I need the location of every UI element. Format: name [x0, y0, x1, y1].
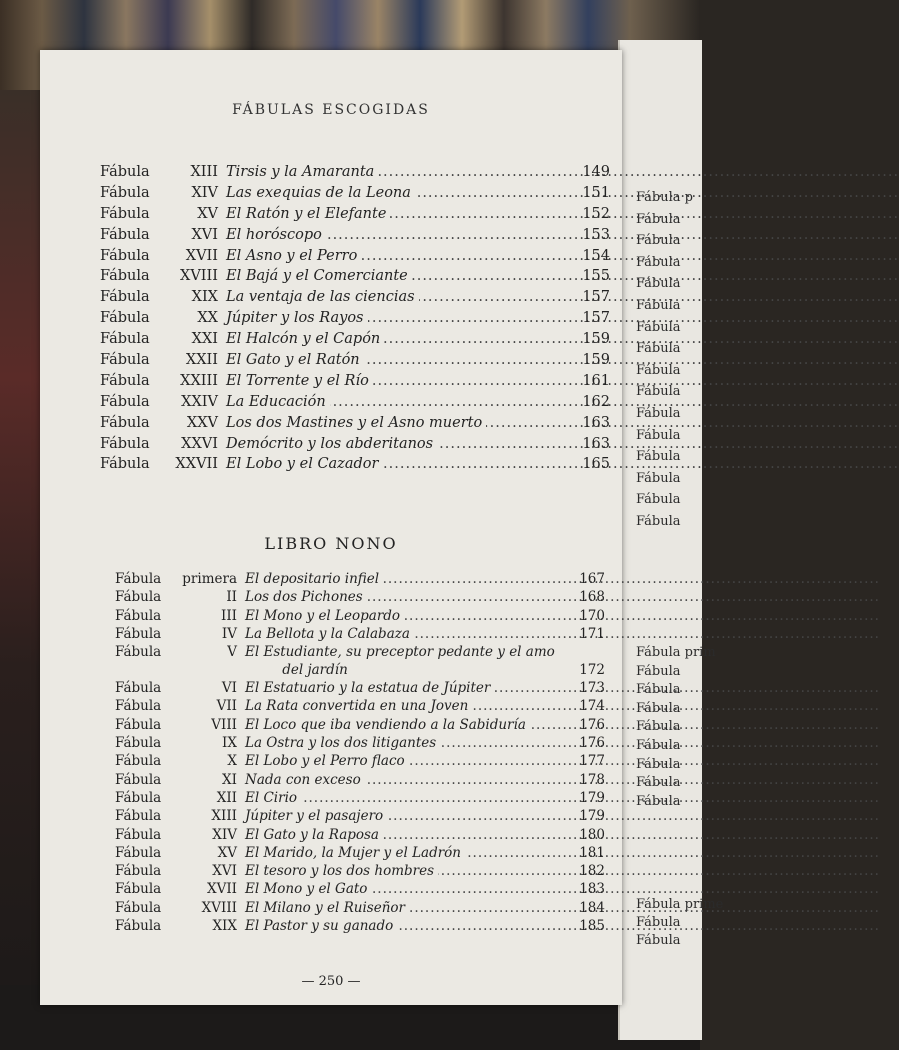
entry-number: IV [221, 625, 237, 642]
entry-label: Fábula [100, 435, 150, 452]
entry-number: XIX [212, 918, 237, 935]
entry-title-line [245, 752, 565, 770]
toc-entry [100, 371, 610, 392]
entry-title: El Marido, la Mujer y el Ladrón [245, 845, 465, 861]
entry-number: V [227, 644, 237, 661]
entry-title-line [245, 917, 565, 935]
entry-title: La ventaja de las ciencias [226, 289, 419, 305]
entry-number: XVI [212, 863, 237, 880]
entry-label: Fábula [100, 414, 150, 431]
toc-entry [100, 350, 610, 371]
entry-page: 171 [579, 625, 605, 642]
entry-number: XIX [191, 289, 218, 306]
entry-title: La Educación [226, 394, 330, 410]
entry-title: Los dos Pichones [245, 589, 367, 605]
entry-title: El Cirio [245, 790, 301, 806]
toc-entry [115, 917, 605, 935]
entry-title: La Bellota y la Calabaza [245, 626, 414, 642]
entry-title: Tirsis y la Amaranta [226, 164, 378, 180]
facing-page-text: Fábula [636, 756, 681, 772]
entry-page: 159 [582, 331, 610, 348]
entry-page: 157 [582, 310, 610, 327]
entry-title-line [245, 734, 565, 752]
entry-title: Nada con exceso [245, 772, 365, 788]
entry-title-line [226, 350, 570, 370]
entry-page: 155 [582, 268, 610, 285]
entry-title: El Gato y el Ratón [226, 352, 364, 368]
entry-number: XX [197, 310, 218, 327]
entry-label: Fábula [115, 918, 162, 935]
entry-page: 153 [582, 226, 610, 243]
entry-title: Júpiter y el pasajero [245, 808, 387, 824]
toc-entry [100, 413, 610, 434]
entry-page: 184 [579, 899, 605, 916]
entry-number: VIII [211, 716, 237, 733]
entry-number: primera [182, 571, 237, 587]
entry-title: El Mono y el Leopardo [245, 608, 404, 624]
entry-number: XIV [212, 826, 237, 843]
entry-label: Fábula [100, 247, 150, 264]
entry-label: Fábula [115, 863, 162, 880]
facing-page-text: Fábula [636, 449, 681, 465]
entry-number: IX [222, 735, 237, 752]
entry-title-line [226, 204, 570, 224]
facing-page-text: Fábula [636, 915, 681, 930]
toc-entry [100, 287, 610, 308]
toc-entry [115, 625, 605, 643]
toc-entry [100, 308, 610, 329]
entry-number: XIII [190, 164, 218, 180]
entry-title: El horóscopo [226, 227, 326, 243]
entry-number: XXVII [175, 456, 218, 473]
toc-entry [115, 789, 605, 807]
entry-title-line [226, 329, 570, 349]
entry-title-line [245, 789, 565, 807]
entry-title-line [226, 413, 570, 433]
entry-page: 172 [579, 662, 605, 679]
facing-page-text: Fábula [636, 719, 681, 735]
entry-number: XXIV [181, 393, 218, 410]
entry-number: XVIII [201, 899, 237, 916]
book-page [40, 50, 622, 1005]
page-number: — 250 — [301, 974, 361, 989]
entry-label: Fábula [115, 826, 162, 843]
entry-page: 149 [582, 164, 610, 180]
entry-title-line [245, 570, 565, 588]
entry-title-line [226, 162, 570, 182]
facing-page-text: Fábula [636, 406, 681, 421]
entry-title: Las exequias de la Leona [226, 185, 415, 201]
toc-entry [115, 588, 605, 606]
entry-label: Fábula [115, 753, 162, 770]
entry-number: VII [216, 698, 237, 715]
entry-title-line [226, 225, 570, 245]
entry-number: III [221, 607, 237, 624]
entry-label: Fábula [100, 268, 150, 285]
entry-page: 168 [579, 589, 605, 606]
entry-page: 179 [579, 789, 605, 806]
entry-page: 159 [582, 352, 610, 369]
toc-entry [100, 392, 610, 413]
toc-entry [115, 570, 605, 588]
facing-page-text: Fábula [636, 663, 681, 679]
entry-title-line [226, 183, 570, 203]
toc-entry [115, 862, 605, 880]
toc-entry [115, 752, 605, 770]
entry-page: 162 [582, 393, 610, 410]
entry-page: 154 [582, 247, 610, 264]
entry-label: Fábula [115, 589, 162, 606]
entry-title: El depositario infiel [245, 571, 383, 587]
facing-page-text: Fábula [636, 233, 681, 249]
toc-entry [115, 697, 605, 715]
entry-label: Fábula [115, 571, 162, 587]
entry-label: Fábula [115, 716, 162, 733]
entry-page: 161 [582, 372, 610, 389]
entry-label: Fábula [100, 331, 150, 348]
entry-page: 163 [582, 414, 610, 431]
entry-title: El Mono y el Gato [245, 881, 371, 897]
facing-page-text: Fábula [636, 775, 681, 791]
entry-title: El Halcón y el Capón [226, 331, 384, 347]
entry-label: Fábula [100, 289, 150, 306]
facing-page-text: Fábula [636, 738, 681, 753]
facing-page-text: Fábula [636, 362, 681, 378]
entry-number: XXV [186, 414, 218, 431]
entry-number: XVI [191, 226, 218, 243]
entry-title: El Torrente y el Río [226, 373, 373, 389]
entry-title: El Lobo y el Cazador [226, 456, 382, 472]
entry-label: Fábula [115, 808, 162, 825]
toc-entry [100, 329, 610, 350]
entry-page: 178 [579, 771, 605, 788]
contents-list-bottom [115, 570, 605, 935]
entry-title-line [245, 844, 565, 862]
entry-title: El Pastor y su ganado [245, 918, 397, 934]
entry-number: XVIII [180, 268, 218, 285]
entry-number: XVII [206, 881, 237, 898]
entry-title-line [245, 716, 565, 734]
toc-entry [115, 844, 605, 862]
entry-title-line [245, 880, 565, 898]
facing-page-text: Fábula prime [636, 897, 724, 912]
entry-title: La Rata convertida en una Joven [245, 698, 472, 714]
entry-page: 176 [579, 716, 605, 733]
entry-title-line [245, 899, 565, 917]
section-title: LIBRO NONO [264, 534, 398, 553]
entry-number: XI [222, 771, 237, 788]
entry-page: 177 [579, 753, 605, 770]
entry-page: 180 [579, 826, 605, 843]
entry-title-line [245, 679, 565, 697]
facing-page-text: Fábula [636, 211, 681, 227]
entry-title-line [245, 697, 565, 715]
entry-number: X [227, 753, 237, 770]
facing-page-text: Fábula [636, 384, 681, 400]
toc-entry [100, 434, 610, 455]
entry-label: Fábula [100, 310, 150, 327]
entry-title: Júpiter y los Rayos [226, 310, 368, 326]
toc-entry [100, 162, 610, 183]
entry-page: 182 [579, 863, 605, 880]
entry-title-line [245, 771, 565, 789]
facing-page-text: Fábula [636, 933, 681, 948]
entry-number: XV [217, 844, 237, 861]
entry-page: 185 [579, 918, 605, 935]
entry-label: Fábula [100, 164, 150, 180]
entry-title-line [226, 371, 570, 391]
entry-page: 176 [579, 735, 605, 752]
entry-title-line [226, 454, 570, 474]
entry-page: 181 [579, 844, 605, 861]
facing-page-text: Fábula [636, 700, 681, 716]
entry-number: XXII [185, 352, 218, 369]
entry-label: Fábula [115, 625, 162, 642]
entry-title-line [245, 862, 565, 880]
entry-label: Fábula [115, 881, 162, 898]
toc-entry [115, 716, 605, 734]
entry-title-line [245, 607, 565, 625]
entry-title: El Lobo y el Perro flaco [245, 753, 409, 769]
entry-label: Fábula [115, 735, 162, 752]
facing-page-text: Fábula [636, 682, 681, 698]
entry-title: El Ratón y el Elefante [226, 206, 390, 222]
entry-title-line [226, 392, 570, 412]
entry-title-line [245, 643, 565, 679]
facing-page-text: Fábula [636, 298, 681, 313]
entry-page: 151 [582, 184, 610, 201]
toc-entry [115, 880, 605, 898]
entry-title-line [245, 625, 565, 643]
entry-label: Fábula [115, 771, 162, 788]
facing-page-text: Fábula [636, 492, 681, 508]
facing-page-text: Fábula [636, 254, 681, 270]
facing-page-text: Fábula p [636, 190, 693, 205]
toc-entry [115, 679, 605, 697]
toc-entry [100, 225, 610, 246]
entry-label: Fábula [100, 393, 150, 410]
entry-page: 165 [582, 456, 610, 473]
entry-page: 167 [579, 571, 605, 587]
entry-number: XV [197, 205, 218, 222]
toc-entry [100, 183, 610, 204]
toc-entry [115, 607, 605, 625]
entry-label: Fábula [115, 644, 162, 661]
entry-page: 174 [579, 698, 605, 715]
entry-title-line [226, 308, 570, 328]
toc-entry [100, 246, 610, 267]
facing-page-text: Fábula [636, 341, 681, 357]
entry-number: XIII [211, 808, 237, 825]
entry-number: XXVI [181, 435, 218, 452]
entry-label: Fábula [100, 226, 150, 243]
entry-number: XXIII [180, 372, 218, 389]
toc-entry [115, 771, 605, 789]
entry-title: El Estudiante, su preceptor pedante y el amo [245, 644, 559, 660]
entry-label: Fábula [115, 844, 162, 861]
facing-page-text: Fábula [636, 427, 681, 443]
entry-label: Fábula [100, 352, 150, 369]
toc-entry [115, 807, 605, 825]
toc-entry [100, 204, 610, 225]
entry-title-line [226, 434, 570, 454]
entry-label: Fábula [115, 899, 162, 916]
facing-page-text: Fábula prim [636, 645, 716, 660]
entry-label: Fábula [115, 698, 162, 715]
entry-number: XIV [191, 184, 218, 201]
facing-page-text: Fábula [636, 514, 681, 529]
entry-label: Fábula [100, 205, 150, 222]
entry-number: VI [221, 680, 237, 697]
entry-title: La Ostra y los dos litigantes [245, 735, 440, 751]
entry-label: Fábula [115, 680, 162, 697]
entry-number: XVII [185, 247, 218, 264]
entry-page: 183 [579, 881, 605, 898]
entry-title: El Gato y la Raposa [245, 827, 383, 843]
entry-page: 170 [579, 607, 605, 624]
entry-title-continued: del jardín [282, 662, 348, 679]
facing-page-text: Fábula [636, 276, 681, 292]
entry-page: 179 [579, 808, 605, 825]
entry-title-line [226, 287, 570, 307]
entry-title: El Loco que iba vendiendo a la Sabiduría [245, 717, 530, 733]
entry-title: El Estatuario y la estatua de Júpiter [245, 680, 494, 696]
entry-title-line [226, 246, 570, 266]
entry-page: 157 [582, 289, 610, 306]
running-head: FÁBULAS ESCOGIDAS [232, 102, 430, 118]
entry-label: Fábula [100, 456, 150, 473]
entry-page: 152 [582, 205, 610, 222]
entry-label: Fábula [100, 372, 150, 389]
entry-title-line [226, 266, 570, 286]
entry-title-line [245, 588, 565, 606]
toc-entry [115, 734, 605, 752]
toc-entry [115, 899, 605, 917]
entry-title-line [245, 807, 565, 825]
entry-title: El tesoro y los dos hombres [245, 863, 438, 879]
facing-page-text: Fábula [636, 319, 681, 335]
entry-number: XXI [191, 331, 218, 348]
entry-number: II [226, 589, 237, 606]
facing-page-text: Fábula [636, 793, 681, 809]
entry-number: XII [216, 789, 237, 806]
toc-entry [115, 643, 605, 679]
entry-title: Los dos Mastines y el Asno muerto [226, 415, 486, 431]
contents-list-top [100, 162, 610, 475]
entry-label: Fábula [100, 184, 150, 201]
entry-label: Fábula [115, 789, 162, 806]
entry-title: El Milano y el Ruiseñor [245, 900, 409, 916]
entry-label: Fábula [115, 607, 162, 624]
facing-page-text: Fábula [636, 470, 681, 486]
entry-title: El Bajá y el Comerciante [226, 268, 412, 284]
entry-page: 163 [582, 435, 610, 452]
toc-entry [100, 454, 610, 475]
entry-title: El Asno y el Perro [226, 248, 361, 264]
entry-page: 173 [579, 680, 605, 697]
entry-title-line [245, 826, 565, 844]
toc-entry [100, 266, 610, 287]
entry-title: Demócrito y los abderitanos [226, 436, 437, 452]
toc-entry [115, 826, 605, 844]
